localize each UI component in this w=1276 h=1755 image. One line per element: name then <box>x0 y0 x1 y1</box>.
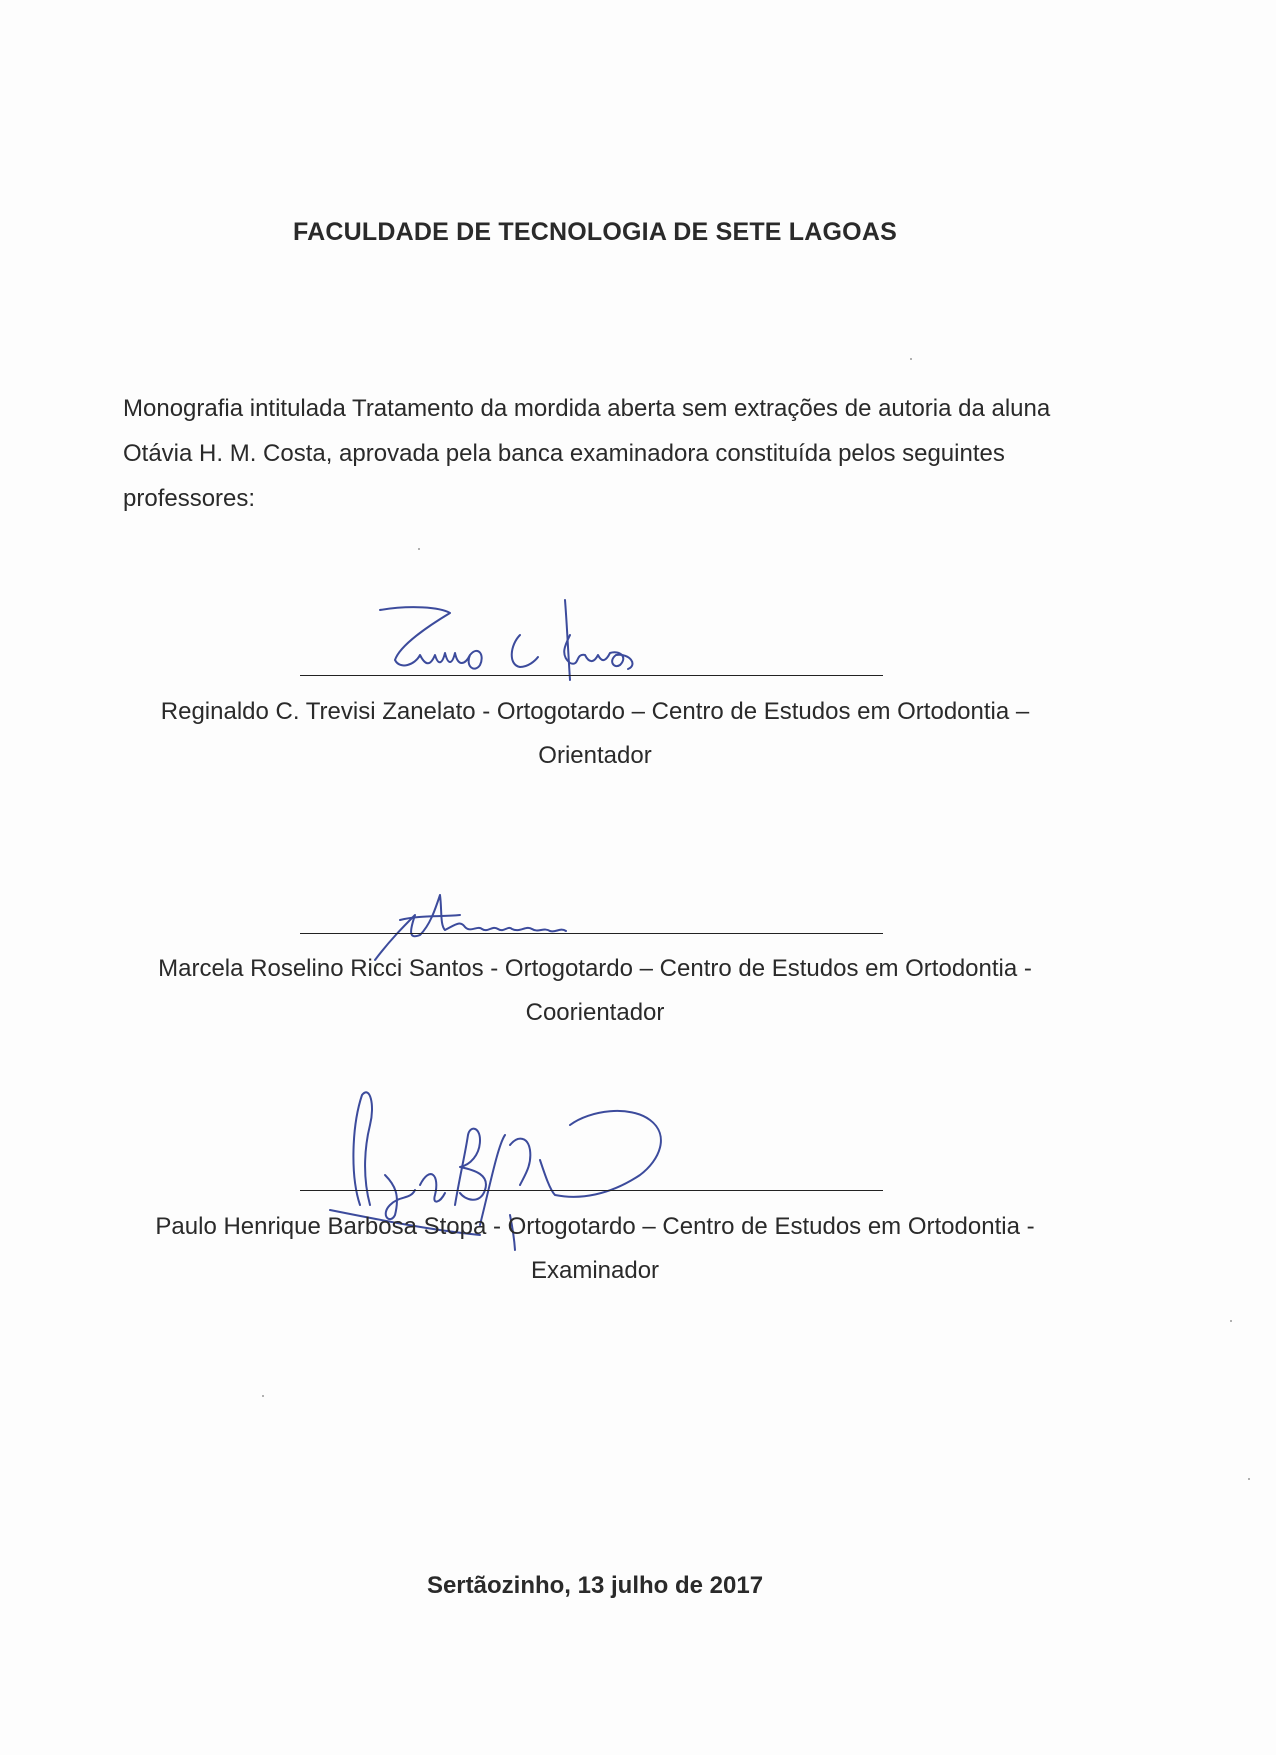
signatory-name-1: Reginaldo C. Trevisi Zanelato - Ortogotardo – Centro de Estudos em Ortodontia – <box>160 698 1030 725</box>
signature-line-3 <box>300 1190 883 1191</box>
approval-statement: Monografia intitulada Tratamento da mordida aberta sem extrações de autoria da aluna Otávia H. M. Costa, aprovada pela banca examinadora constituída pelos seguintes professores: <box>123 395 1051 512</box>
institution-title: FACULDADE DE TECNOLOGIA DE SETE LAGOAS <box>293 218 897 246</box>
scan-speck <box>262 1395 264 1397</box>
signatory-role-3: Examinador <box>530 1257 660 1284</box>
signature-1 <box>370 595 690 685</box>
signature-line-1 <box>300 675 883 676</box>
scan-speck <box>910 358 912 360</box>
signatory-role-1: Orientador <box>538 742 652 769</box>
scan-speck <box>1230 1320 1232 1322</box>
signatory-role-2: Coorientador <box>525 999 665 1026</box>
place-and-date: Sertãozinho, 13 julho de 2017 <box>426 1572 764 1599</box>
signatory-name-2: Marcela Roselino Ricci Santos - Ortogotardo – Centro de Estudos em Ortodontia - <box>158 955 1032 982</box>
scan-speck <box>1248 1478 1250 1480</box>
signatory-name-3: Paulo Henrique Barbosa Stopa - Ortogotardo – Centro de Estudos em Ortodontia - <box>155 1213 1035 1240</box>
scan-speck <box>418 548 420 550</box>
signature-line-2 <box>300 933 883 934</box>
